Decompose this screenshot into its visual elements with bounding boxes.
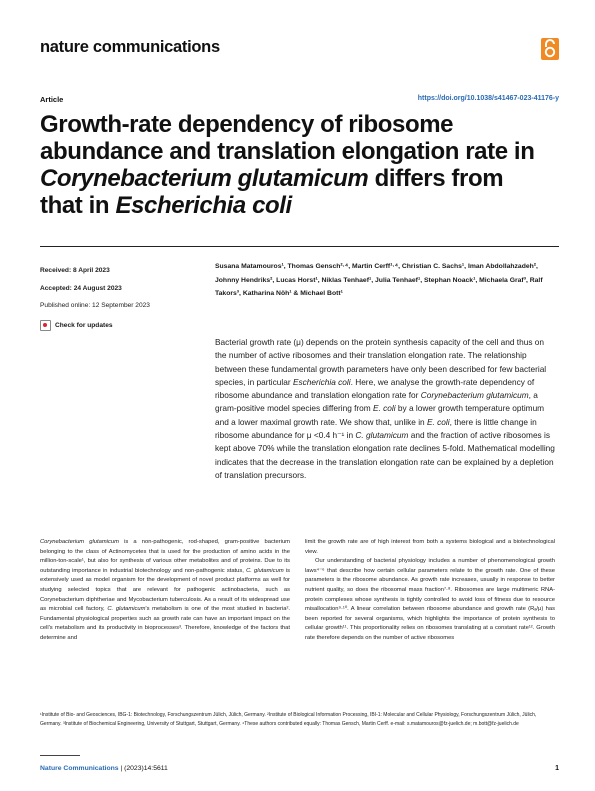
body-text: 's metabolism is one of the most studied in bacteria². Fundamental physiological properties such as growth rate can have an important impact on the cell's metabolism and its productivity in bioprocesses³. Therefore, knowledge of the factors that determine and (40, 606, 290, 641)
body-italic: C. glutamicum (246, 567, 284, 574)
body-italic: Corynebacterium glutamicum (40, 539, 119, 545)
journal-name[interactable]: nature communications (40, 38, 220, 56)
body-text: is extensively used as model organism for the development of novel product platforms as well for studying selected topics that are relevant for pathogenic actinobacteria, such as Corynebacterium diphtheriae and Mycobacterium tuberculosis. As a result of its widespread use as microbial cell factory, (40, 567, 290, 613)
body-text: is a non-pathogenic, rod-shaped, gram-positive bacterium belonging to the class of Actinomycetes that is used for the production of amino acids in the million-ton-scale¹, but also for synthesis of various other metabolites and of proteins. Due to its outstanding importance in industrial biotechnology and non-pathogenic status, (40, 539, 290, 574)
article-title (40, 111, 560, 219)
title-line-4-pre: that in (40, 192, 116, 219)
accepted-date: Accepted: 24 August 2023 (40, 284, 122, 292)
abstract (215, 336, 555, 482)
published-date: Published online: 12 September 2023 (40, 302, 150, 309)
title-line-2: abundance and translation elongation rate in (40, 138, 535, 165)
received-date: Received: 8 April 2023 (40, 267, 110, 274)
body-paragraph: Our understanding of bacterial physiology includes a number of phenomenological growth laws⁴⁻⁶ that describe how certain cellular parameters relate to the growth rate. One of these parameters is the ribosome abundance. As growth rate increases, usually in response to better nutrient quality, so does the ribosomal mass fraction⁷·⁸. Ribosomes are large multimeric RNA-protein complexes whose synthesis is tightly controlled to avoid loss of fitness due to resource misallocation⁹·¹⁰. A linear correlation between ribosome abundance and growth rate (Rₐ/μ) has been reported for several organisms, which highlights the importance of protein synthesis to cellular growth¹¹. This proportionality relies on ribosomes translating at a constant rate¹². Growth rate therefore depends on the number of active ribosomes (305, 558, 555, 641)
title-divider (40, 246, 559, 247)
abstract-text: , a gram-positive model species differing from (215, 390, 538, 414)
doi-link[interactable]: https://doi.org/10.1038/s41467-023-41176-y (417, 95, 559, 102)
open-access-icon (541, 38, 559, 60)
abstract-italic: E. coli (373, 403, 396, 414)
article-dates (40, 262, 150, 315)
abstract-text: by a lower growth temperature optimum and a lower maximal growth rate. We show that, unlike in (215, 403, 545, 427)
check-updates-label: Check for updates (55, 322, 113, 329)
body-column-left (40, 538, 290, 644)
body-paragraph: limit the growth rate are of high interest from both a systems biological and a biotechnological view. (305, 539, 555, 555)
abstract-text: . Here, we analyse the growth-rate dependency of ribosome abundance and translation elongation rate for (215, 376, 535, 401)
abstract-italic: E. coli (426, 416, 450, 427)
title-line-3 (40, 165, 560, 192)
title-line-1: Growth-rate dependency of ribosome (40, 111, 454, 138)
footer-citation-text: | (2023)14:5611 (118, 765, 168, 772)
abstract-text: , there is little change in ribosome abundance for μ <0.4 h⁻¹ in (215, 416, 537, 441)
article-type: Article (40, 95, 64, 104)
footer-journal[interactable]: Nature Communications (40, 765, 119, 772)
check-for-updates-button[interactable] (40, 320, 113, 331)
abstract-italic: C. glutamicum (355, 430, 409, 441)
footer-citation (40, 765, 168, 772)
page-number: 1 (555, 765, 559, 772)
title-line-3-italic: Corynebacterium glutamicum (40, 165, 369, 192)
footnote-divider (40, 755, 80, 756)
title-line-3-rest: differs from (368, 165, 504, 192)
abstract-text: and the fraction of active ribosomes is kept above 70% while the translation elongation rate declines 5-fold. Mathematical modelling indicates that the decrease in the translation elongation rate can be explained by a depletion of translation precursors. (215, 430, 555, 480)
title-line-4 (40, 192, 560, 219)
body-column-right (305, 538, 555, 644)
body-italic: C. glutamicum (107, 606, 146, 613)
abstract-italic: Corynebacterium glutamicum (420, 390, 529, 401)
abstract-italic: Escherichia coli (292, 376, 351, 387)
abstract-text: Bacterial growth rate (μ) depends on the protein synthesis capacity of the cell and thus on the number of active ribosomes and their translation elongation rate. The relationship between these fundamental growth parameters have only been described for few bacterial species, in particular (215, 337, 547, 387)
affiliations-footnote: ¹Institute of Bio- and Geosciences, IBG-1: Biotechnology, Forschungszentrum Jülich, Jülich, Germany. ²Institute of Biological Information Processing, IBI-1: Molecular and Cellular Physiology, Forschungszentrum Jülich, Jülich, Germany. ³Institute of Biochemical Engineering, University of Stuttgart, Stuttgart, Germany. ⁴These authors contributed equally: Thomas Gensch, Martin Cerff. e-mail: s.matamouros@fz-juelich.de; m.bott@fz-juelich.de (40, 712, 537, 727)
author-list[interactable]: Susana Matamouros¹, Thomas Gensch²·⁴, Martin Cerff¹·⁴, Christian C. Sachs¹, Iman Abdollahzadeh², Johnny Hendriks², Lucas Horst¹, Niklas Tenhaef¹, Julia Tenhaef¹, Stephan Noack¹, Michaela Graf³, Ralf Takors³, Katharina Nöh¹ & Michael Bott¹ (215, 263, 543, 297)
title-line-4-italic: Escherichia coli (115, 192, 292, 219)
crossmark-icon (40, 320, 51, 331)
